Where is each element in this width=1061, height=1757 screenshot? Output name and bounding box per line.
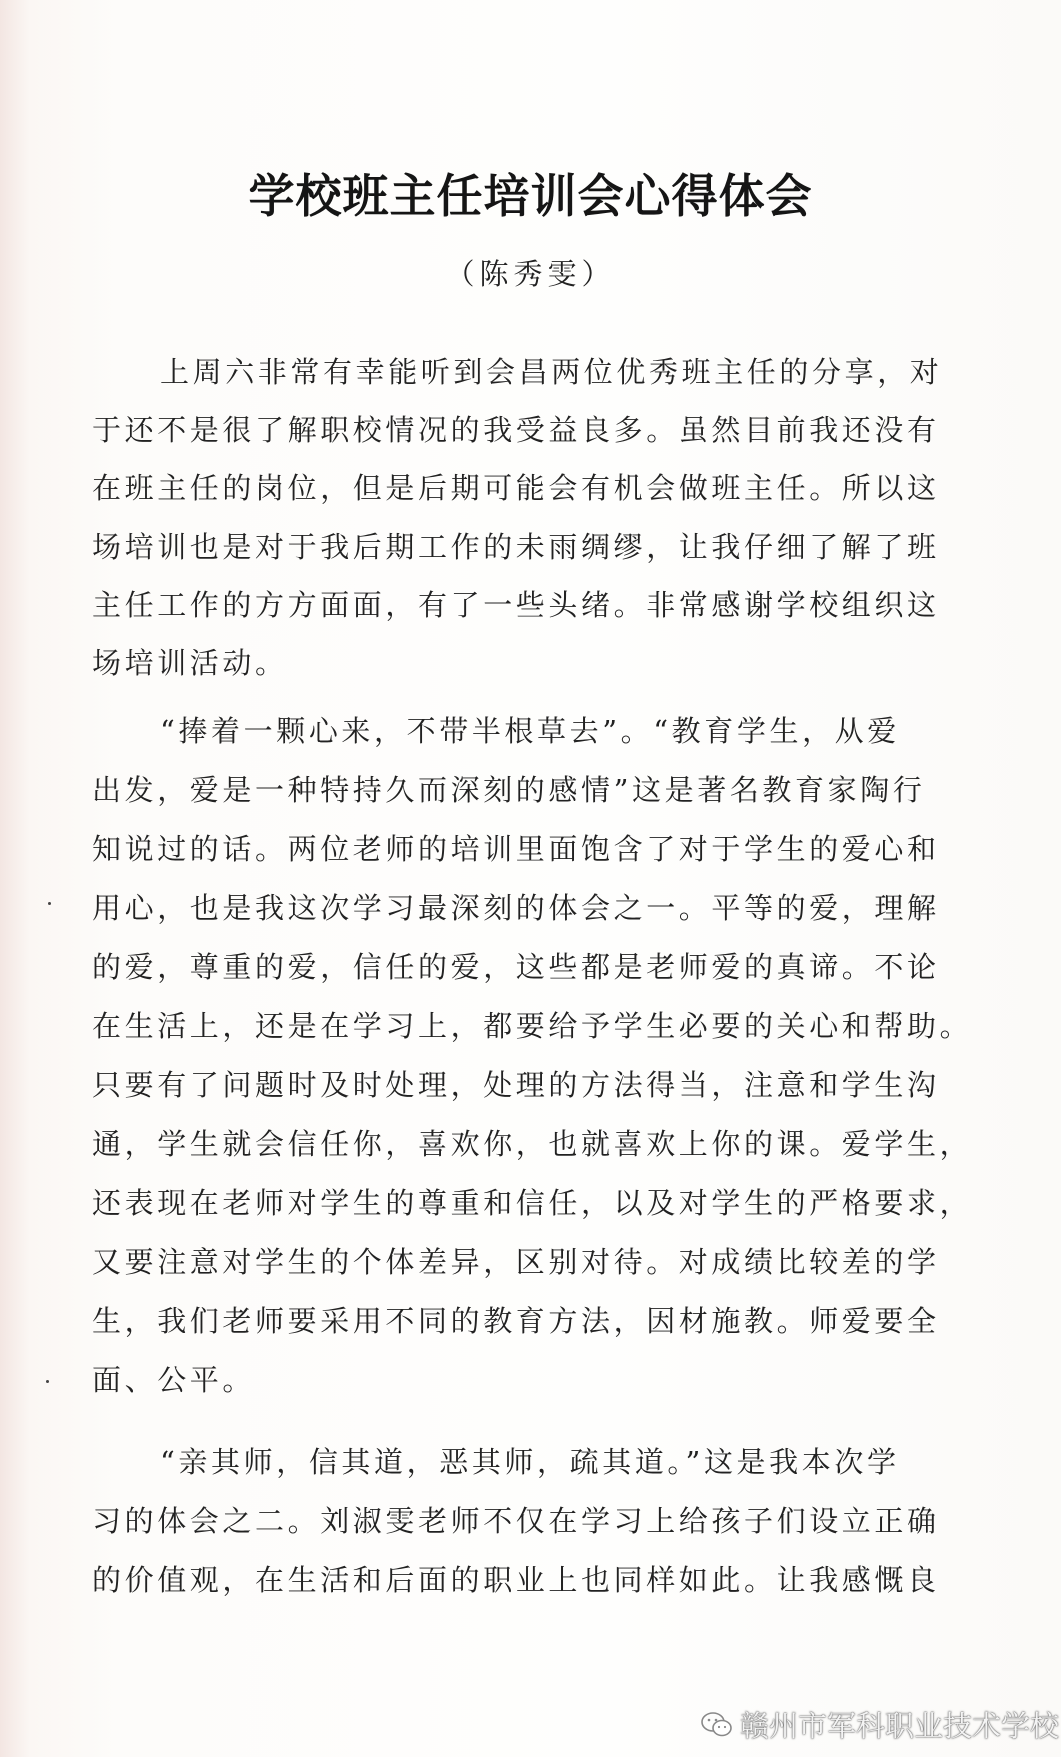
watermark-text: 赣州市军科职业技术学校 — [740, 1709, 1060, 1743]
wechat-icon — [700, 1710, 734, 1740]
paragraph-2-line: 用心，也是我这次学习最深刻的体会之一。平等的爱，理解 — [92, 891, 940, 925]
paragraph-1-line: 场培训也是对于我后期工作的未雨绸缪，让我仔细了解了班 — [92, 530, 940, 564]
paragraph-1-line: 在班主任的岗位，但是后期可能会有机会做班主任。所以这 — [92, 471, 940, 505]
paragraph-3-line: “亲其师，信其道，恶其师，疏其道。”这是我本次学 — [160, 1445, 900, 1479]
paragraph-1-line: 于还不是很了解职校情况的我受益良多。虽然目前我还没有 — [92, 413, 940, 447]
paragraph-2-line: 只要有了问题时及时处理，处理的方法得当，注意和学生沟 — [92, 1068, 940, 1102]
paragraph-2-line: 又要注意对学生的个体差异，区别对待。对成绩比较差的学 — [92, 1245, 940, 1279]
paragraph-1-line: 主任工作的方方面面，有了一些头绪。非常感谢学校组织这 — [92, 588, 940, 622]
document-title: 学校班主任培训会心得体会 — [248, 169, 813, 223]
paragraph-2-line: 还表现在老师对学生的尊重和信任，以及对学生的严格要求， — [92, 1186, 973, 1220]
watermark — [700, 1704, 1059, 1745]
paragraph-2-line: “捧着一颗心来，不带半根草去”。“教育学生，从爱 — [160, 714, 900, 748]
paragraph-1-line: 上周六非常有幸能听到会昌两位优秀班主任的分享，对 — [160, 355, 943, 389]
paper-speck — [46, 1380, 49, 1383]
paragraph-3-line: 习的体会之二。刘淑雯老师不仅在学习上给孩子们设立正确 — [92, 1504, 940, 1538]
document-author: （陈秀雯） — [445, 257, 616, 291]
paragraph-2-line: 面、公平。 — [92, 1363, 256, 1397]
paragraph-2-line: 知说过的话。两位老师的培训里面饱含了对于学生的爱心和 — [92, 832, 940, 866]
paragraph-2-line: 生，我们老师要采用不同的教育方法，因材施教。师爱要全 — [92, 1304, 940, 1338]
paragraph-3-line: 的价值观，在生活和后面的职业上也同样如此。让我感慨良 — [92, 1563, 940, 1597]
paragraph-2-line: 的爱，尊重的爱，信任的爱，这些都是老师爱的真谛。不论 — [92, 950, 940, 984]
paragraph-1-line: 场培训活动。 — [92, 646, 288, 680]
paragraph-2-line: 出发，爱是一种特持久而深刻的感情”这是著名教育家陶行 — [92, 773, 926, 807]
paragraph-2-line: 在生活上，还是在学习上，都要给予学生必要的关心和帮助。 — [92, 1009, 973, 1043]
paper-speck — [48, 902, 51, 905]
paragraph-2-line: 通，学生就会信任你，喜欢你，也就喜欢上你的课。爱学生， — [92, 1127, 973, 1161]
